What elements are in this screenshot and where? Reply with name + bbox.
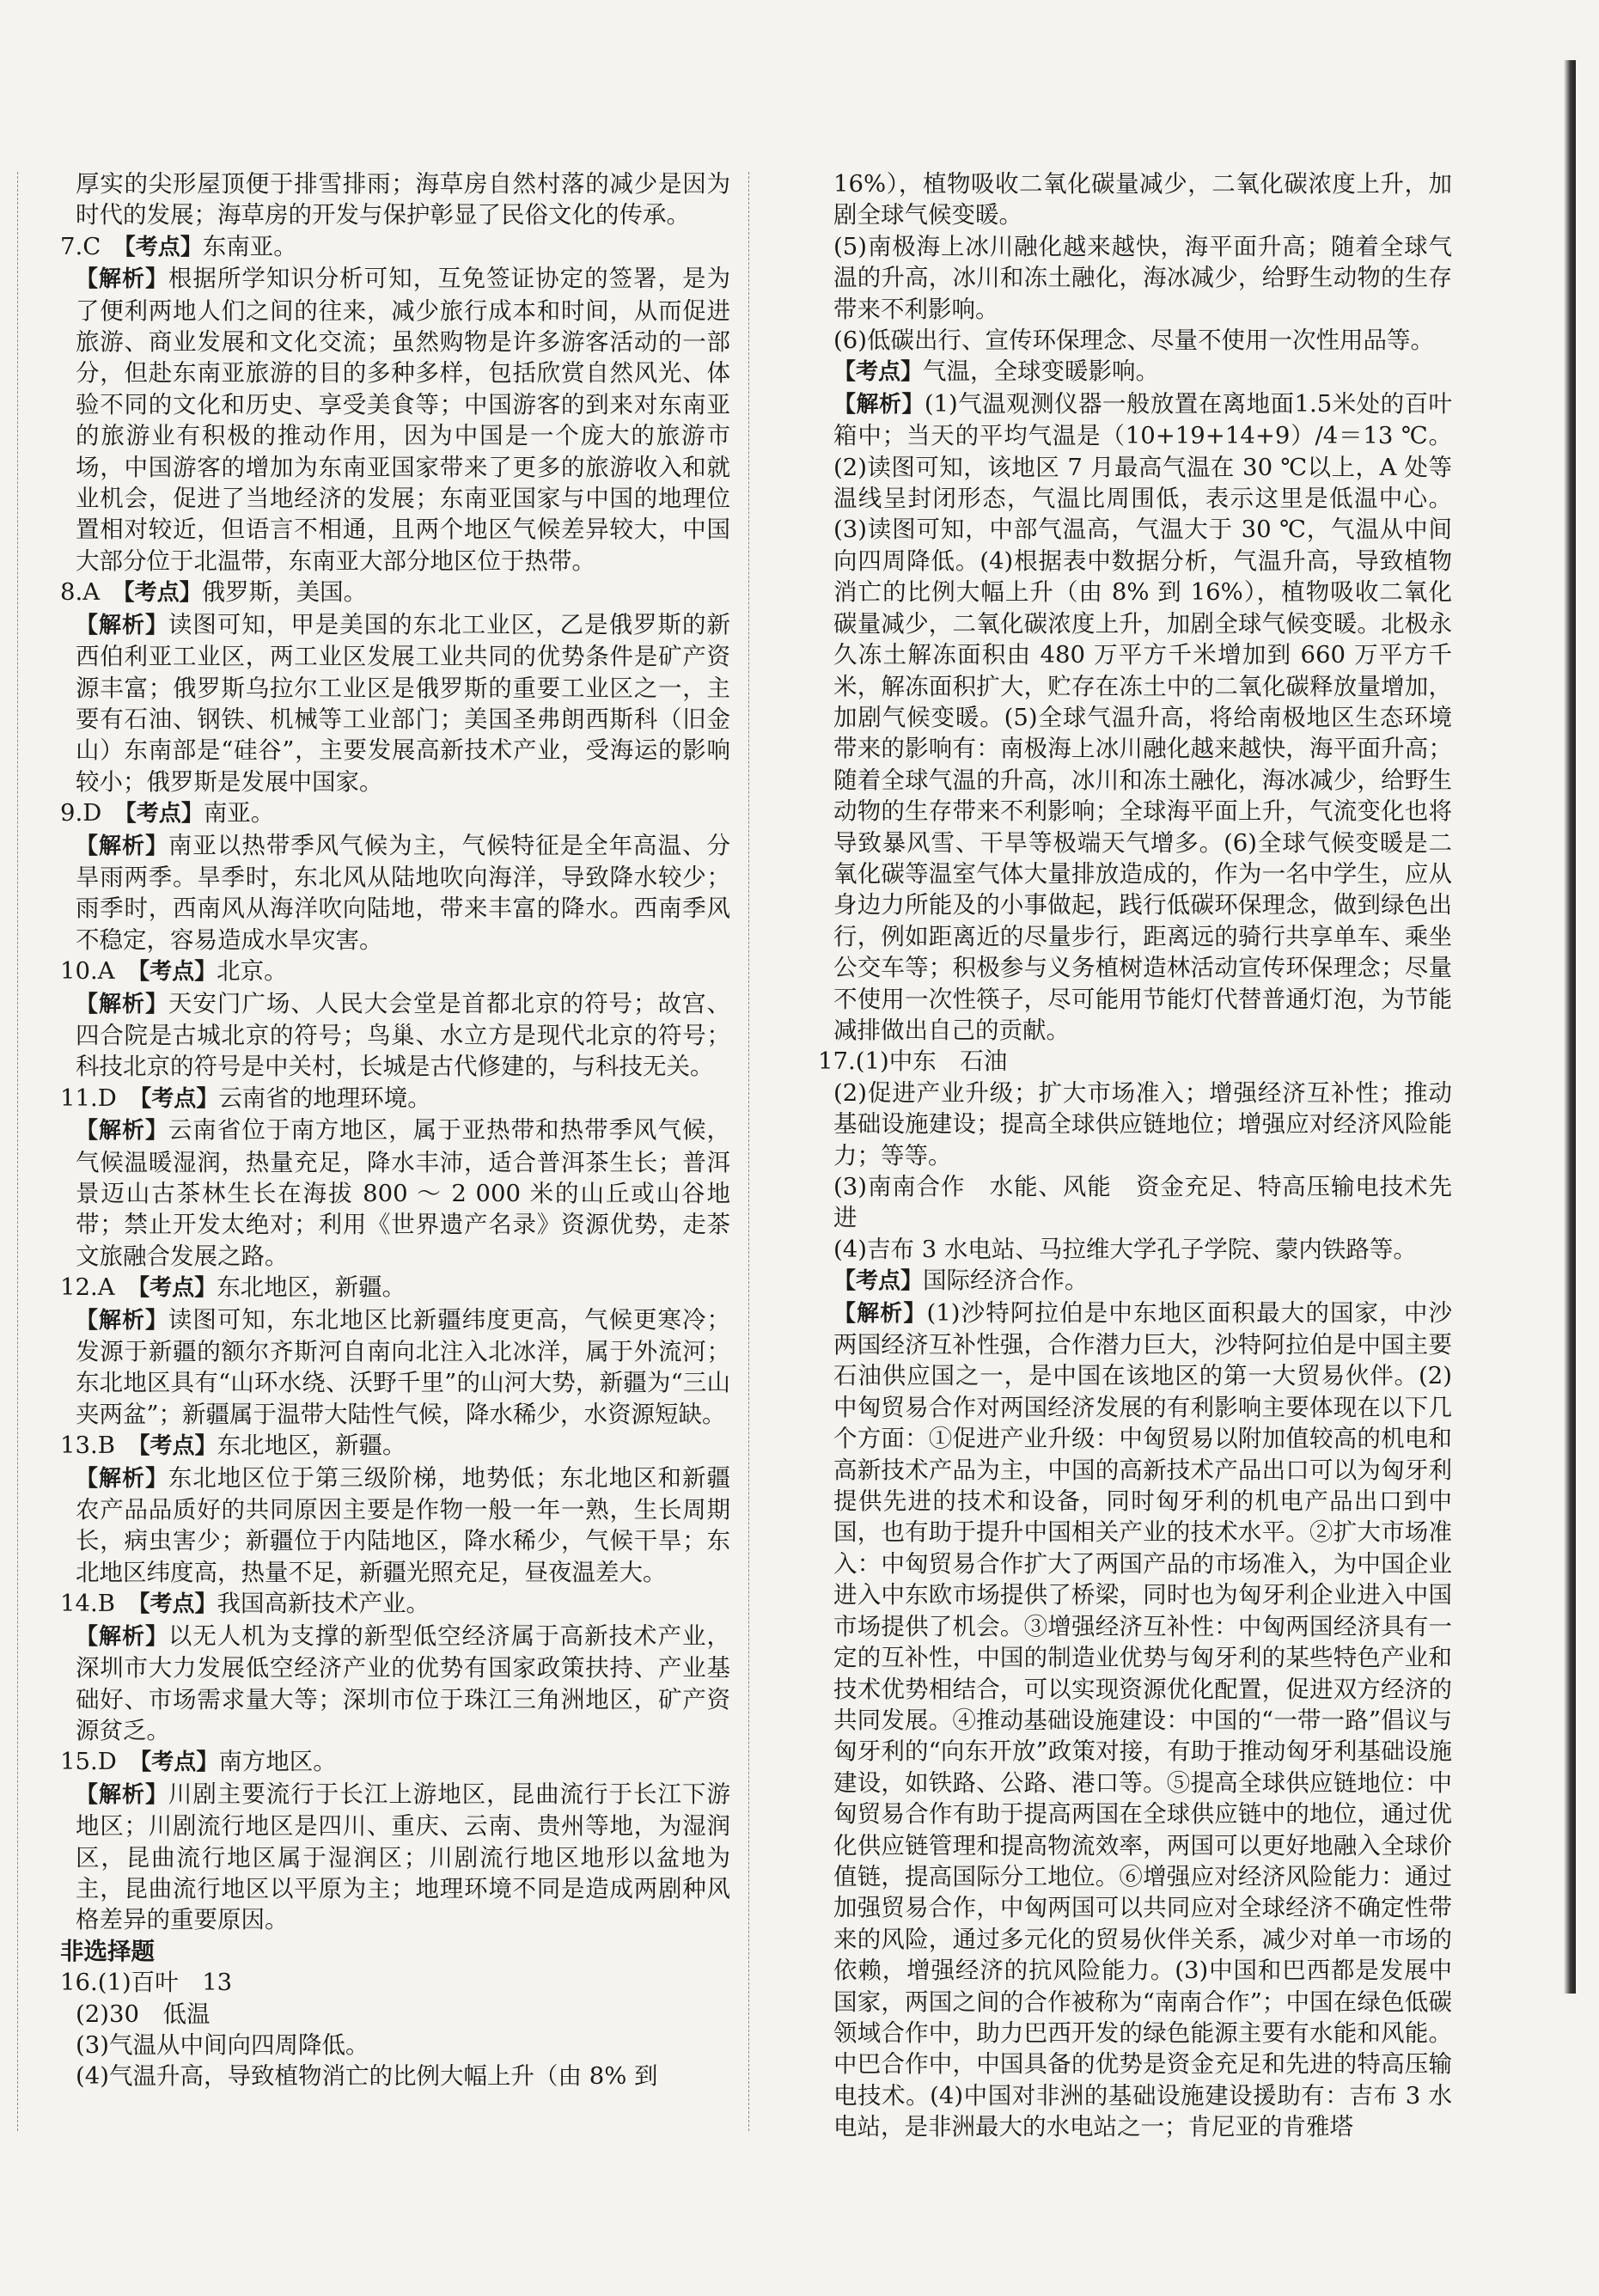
question-kaodian-line (60, 231, 730, 263)
kaodian-tag: 【考点】 (138, 959, 217, 986)
jiexi-text: 川剧主要流行于长江上游地区，昆曲流行于长江下游地区；川剧流行地区是四川、重庆、云南、贵州等地，为湿润区，昆曲流行地区属于湿润区；川剧流行地区地形以盆地为主，昆曲流行地区以平原为主；地理环境不同是造成两剧种风格差异的重要原因。 (76, 1780, 730, 1934)
left-margin-rule (17, 172, 18, 2131)
answer-line: (3)南南合作 水能、风能 资金充足、特高压输电技术先进 (833, 1173, 1452, 1232)
question-kaodian-line (60, 1588, 730, 1620)
left-column (60, 168, 730, 2092)
kaodian-tag: 【考点】 (138, 1275, 217, 1302)
jiexi-text: 天安门广场、人民大会堂是首都北京的符号；故宫、四合院是古城北京的符号；鸟巢、水立方是现代北京的符号；科技北京的符号是中关村，长城是古代修建的，与科技无关。 (76, 989, 730, 1081)
kaodian-tag: 【考点】 (124, 234, 203, 260)
jiexi-tag: 【解析】 (76, 1307, 168, 1334)
question-kaodian-line (60, 1430, 730, 1462)
kaodian-text: 国际经济合作。 (923, 1267, 1089, 1295)
jiexi-tag: 【解析】 (76, 1623, 168, 1650)
jiexi-text: 南亚以热带季风气候为主，气候特征是全年高温、分旱雨两季。旱季时，东北风从陆地吹向海洋，导致降水较少；雨季时，西南风从海洋吹向陆地，带来丰富的降水。西南季风不稳定，容易造成水旱灾害。 (76, 831, 730, 954)
jiexi-paragraph (818, 1298, 1452, 2143)
kaodian-text: 东北地区，新疆。 (217, 1273, 406, 1302)
jiexi-tag: 【解析】 (76, 991, 168, 1017)
kaodian-tag: 【考点】 (138, 1591, 217, 1618)
right-column (818, 168, 1452, 2143)
jiexi-paragraph (60, 988, 730, 1083)
kaodian-tag: 【考点】 (138, 1433, 217, 1460)
jiexi-tag: 【解析】 (833, 391, 925, 418)
answer-line: 16.(1)百叶 13 (60, 1969, 233, 1997)
question-kaodian-line (60, 956, 730, 987)
kaodian-tag: 【考点】 (140, 1749, 219, 1776)
jiexi-paragraph (60, 1779, 730, 1936)
jiexi-tag: 【解析】 (76, 833, 168, 859)
jiexi-paragraph (60, 830, 730, 956)
question-kaodian-line (60, 797, 730, 829)
jiexi-text: 读图可知，东北地区比新疆纬度更高，气候更寒冷；发源于新疆的额尔齐斯河自南向北注入北冰洋，属于外流河；东北地区具有“山环水绕、沃野千里”的山河大势，新疆为“三山夹两盆”；新疆属于温带大陆性气候，降水稀少，水资源短缺。 (76, 1305, 730, 1428)
jiexi-text: (1)沙特阿拉伯是中东地区面积最大的国家，中沙两国经济互补性强，合作潜力巨大，沙特阿拉伯是中国主要石油供应国之一，是中国在该地区的第一大贸易伙伴。(2)中匈贸易合作对两国经济发展的有利影响主要体现在以下几个方面：①促进产业升级：中匈贸易以附加值较高的机电和高新技术产品为主，中国的高新技术产品出口可以为匈牙利提供先进的技术和设备，同时匈牙利的机电产品出口到中国，也有助于提升中国相关产业的技术水平。②扩大市场准入：中匈贸易合作扩大了两国产品的市场准入，为中国企业进入中东欧市场提供了桥梁，同时也为匈牙利企业进入中国市场提供了机会。③增强经济互补性：中匈两国经济具有一定的互补性，中国的制造业优势与匈牙利的某些特色产业和技术优势相结合，可以实现资源优化配置，促进双方经济的共同发展。④推动基础设施建设：中国的“一带一路”倡议与匈牙利的“向东开放”政策对接，有助于推动匈牙利基础设施建设，如铁路、公路、港口等。⑤提高全球供应链地位：中匈贸易合作有助于提高两国在全球供应链中的地位，通过优化供应链管理和提高物流效率，两国可以更好地融入全球价值链，提高国际分工地位。⑥增强应对经济风险能力：通过加强贸易合作，中匈两国可以共同应对全球经济不确定性带来的风险，通过多元化的贸易伙伴关系，减少对单一市场的依赖，增强经济的抗风险能力。(3)中国和巴西都是发展中国家，两国之间的合作被称为“南南合作”；中国在绿色低碳领域合作中，助力巴西开发的绿色能源主要有水能和风能。中巴合作中，中国具备的优势是资金充足和先进的特高压输电技术。(4)中国对非洲的基础设施建设援助有：吉布 3 水电站，是非洲最大的水电站之一；肯尼亚的肯雅塔 (833, 1298, 1452, 2141)
kaodian-tag: 【考点】 (140, 1085, 219, 1112)
question-kaodian-line (60, 1083, 730, 1114)
question-number: 12.A (60, 1273, 115, 1302)
jiexi-paragraph (818, 388, 1452, 1047)
question-kaodian-line (60, 1272, 730, 1304)
jiexi-paragraph (60, 1114, 730, 1272)
answer-line: (2)30 低温 (76, 2000, 211, 2028)
question-number: 10.A (60, 957, 115, 986)
answer-line: 17.(1)中东 石油 (818, 1047, 1008, 1076)
kaodian-text: 我国高新技术产业。 (217, 1590, 430, 1618)
question-number: 8.A (60, 578, 101, 607)
jiexi-paragraph (60, 1621, 730, 1747)
kaodian-text: 北京。 (217, 957, 288, 986)
question-number: 7.C (60, 232, 101, 260)
column-divider (748, 172, 749, 2131)
text-paragraph: (6)低碳出行、宣传环保理念、尽量不使用一次性用品等。 (833, 327, 1434, 355)
kaodian-text: 俄罗斯，美国。 (201, 578, 368, 607)
kaodian-text: 南亚。 (203, 799, 275, 827)
jiexi-text: 以无人机为支撑的新型低空经济属于高新技术产业，深圳市大力发展低空经济产业的优势有国家政策扶持、产业基础好、市场需求量大等；深圳市位于珠江三角洲地区，矿产资源贫乏。 (76, 1621, 730, 1744)
jiexi-tag: 【解析】 (76, 1465, 168, 1492)
kaodian-text: 南方地区。 (218, 1748, 337, 1776)
jiexi-text: (1)气温观测仪器一般放置在离地面1.5米处的百叶箱中；当天的平均气温是（10+19+14+9）/4＝13 ℃。(2)读图可知，该地区 7 月最高气温在 30 ℃以上，A 处等温线呈封闭形态，气温比周围低，表示这里是低温中心。(3)读图可知，中部气温高，气温大于 30 ℃，气温从中间向四周降低。(4)根据表中数据分析，气温升高，导致植物消亡的比例大幅上升（由 8% 到 16%），植物吸收二氧化碳量减少，二氧化碳浓度上升，加剧全球气候变暖。北极永久冻土解冻面积由 480 万平方千米增加到 660 万平方千米，解冻面积扩大，贮存在冻土中的二氧化碳释放量增加，加剧气候变暖。(5)全球气温升高，将给南极地区生态环境带来的影响有：南极海上冰川融化越来越快，海平面升高；随着全球气温的升高，冰川和冻土融化，海冰减少，给野生动物的生存带来不利影响；全球海平面上升，气流变化也将导致暴风雪、干旱等极端天气增多。(6)全球气候变暖是二氧化碳等温室气体大量排放造成的，作为一名中学生，应从身边力所能及的小事做起，践行低碳环保理念，做到绿色出行，例如距离近的尽量步行，距离远的骑行共享单车、乘坐公交车等；积极参与义务植树造林活动宣传环保理念；尽量不使用一次性筷子，尽可能用节能灯代替普通灯泡，为节能减排做出自己的贡献。 (833, 389, 1452, 1044)
jiexi-text: 云南省位于南方地区，属于亚热带和热带季风气候，气候温暖湿润，热量充足，降水丰沛，适合普洱茶生长；普洱景迈山古茶林生长在海拔 800 ～ 2 000 米的山丘或山谷地带；禁止开发太绝对；利用《世界遗产名录》资源优势，走茶文旅融合发展之路。 (76, 1116, 730, 1270)
answer-line: (4)吉布 3 水电站、马拉维大学孔子学院、蒙内铁路等。 (833, 1235, 1417, 1263)
text-paragraph: 厚实的尖形屋顶便于排雪排雨；海草房自然村落的减少是因为时代的发展；海草房的开发与保护彰显了民俗文化的传承。 (76, 170, 730, 229)
kaodian-text: 气温，全球变暖影响。 (923, 357, 1160, 386)
jiexi-tag: 【解析】 (76, 612, 168, 638)
jiexi-text: 东北地区位于第三级阶梯，地势低；东北地区和新疆农产品品质好的共同原因主要是作物一般一年一熟，生长周期长，病虫害少；新疆位于内陆地区，降水稀少，气候干旱；东北地区纬度高，热量不足，新疆光照充足，昼夜温差大。 (76, 1463, 730, 1586)
text-paragraph: 16%），植物吸收二氧化碳量减少，二氧化碳浓度上升，加剧全球气候变暖。 (833, 170, 1452, 229)
question-number: 11.D (60, 1084, 117, 1112)
kaodian-text: 东南亚。 (202, 232, 297, 260)
question-number: 14.B (60, 1590, 115, 1618)
jiexi-paragraph (60, 609, 730, 797)
jiexi-paragraph (60, 263, 730, 577)
jiexi-tag: 【解析】 (76, 1781, 168, 1808)
kaodian-tag: 【考点】 (833, 359, 924, 386)
question-kaodian-line (60, 577, 730, 608)
page-binding-edge (1564, 60, 1576, 1994)
kaodian-text: 东北地区，新疆。 (217, 1432, 406, 1460)
answer-line: (4)气温升高，导致植物消亡的比例大幅上升（由 8% 到 (76, 2062, 658, 2091)
jiexi-paragraph (60, 1462, 730, 1589)
question-kaodian-line (60, 1746, 730, 1778)
text-paragraph: (5)南极海上冰川融化越来越快，海平面升高；随着全球气温的升高，冰川和冻土融化，海冰减少，给野生动物的生存带来不利影响。 (833, 232, 1452, 323)
answer-line: (3)气温从中间向四周降低。 (76, 2030, 369, 2059)
jiexi-tag: 【解析】 (833, 1300, 927, 1327)
question-kaodian-line (818, 1265, 1452, 1297)
jiexi-tag: 【解析】 (76, 266, 168, 293)
jiexi-paragraph (60, 1304, 730, 1431)
jiexi-text: 根据所学知识分析可知，互免签证协定的签署，是为了便利两地人们之间的往来，减少旅行成本和时间，从而促进旅游、商业发展和文化交流；虽然购物是许多游客活动的一部分，但赴东南亚旅游的目的多种多样，包括欣赏自然风光、体验不同的文化和历史、享受美食等；中国游客的到来对东南亚的旅游业有积极的推动作用，因为中国是一个庞大的旅游市场，中国游客的增加为东南亚国家带来了更多的旅游收入和就业机会，促进了当地经济的发展；东南亚国家与中国的地理位置相对较近，但语言不相通，且两个地区气候差异较大，中国大部分位于北温带，东南亚大部分地区位于热带。 (76, 265, 730, 575)
question-number: 9.D (60, 799, 102, 827)
answer-line: (2)促进产业升级；扩大市场准入；增强经济互补性；推动基础设施建设；提高全球供应链地位；增强应对经济风险能力；等等。 (833, 1078, 1452, 1169)
jiexi-text: 读图可知，甲是美国的东北工业区，乙是俄罗斯的新西伯利亚工业区，两工业区发展工业共同的优势条件是矿产资源丰富；俄罗斯乌拉尔工业区是俄罗斯的重要工业区之一，主要有石油、钢铁、机械等工业部门；美国圣弗朗西斯科（旧金山）东南部是“硅谷”，主要发展高新技术产业，受海运的影响较小；俄罗斯是发展中国家。 (76, 610, 730, 796)
kaodian-tag: 【考点】 (125, 801, 204, 827)
kaodian-tag: 【考点】 (833, 1268, 924, 1295)
kaodian-text: 云南省的地理环境。 (218, 1084, 431, 1112)
kaodian-tag: 【考点】 (123, 580, 202, 607)
question-number: 15.D (60, 1748, 117, 1776)
section-heading: 非选择题 (60, 1937, 155, 1965)
question-kaodian-line (818, 356, 1452, 388)
question-number: 13.B (60, 1432, 115, 1460)
jiexi-tag: 【解析】 (76, 1118, 168, 1145)
